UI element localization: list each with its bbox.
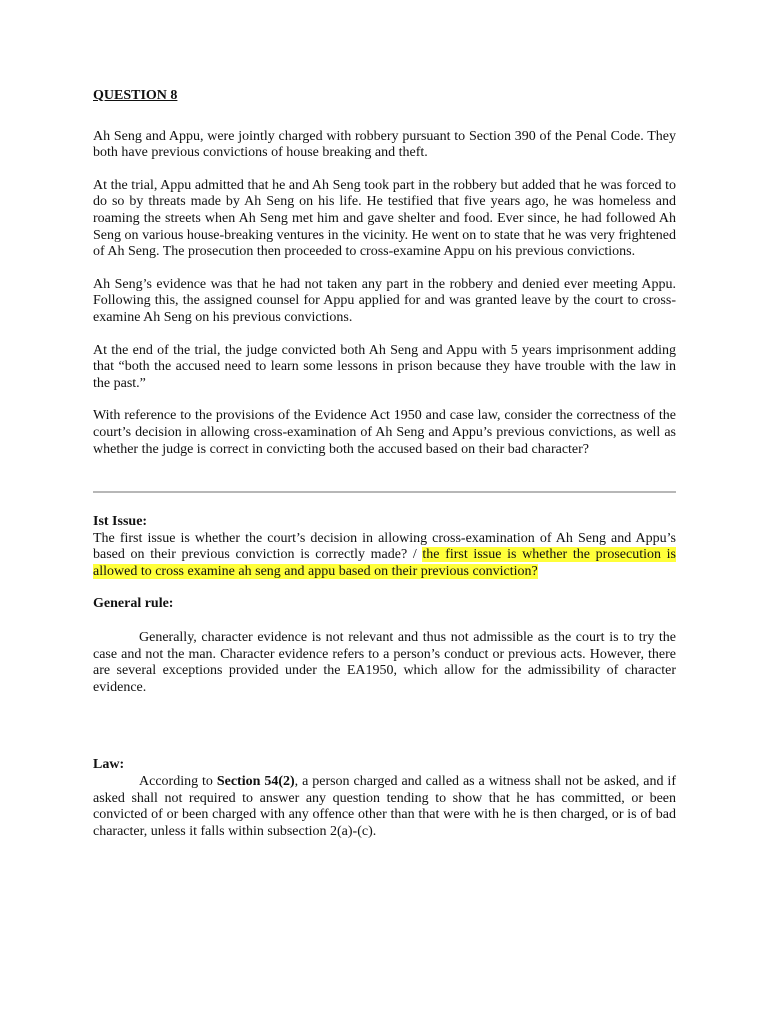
law-heading: Law:: [93, 757, 125, 773]
issue-text: The first issue is whether the court’s decision in allowing cross-examination of Ah Seng and Appu’s based on their previous conviction is correctly made? /: [93, 530, 676, 563]
issue-highlighted-text: the first issue is whether the prosecution is allowed to cross examine ah seng and appu based on their previous conviction?: [93, 547, 676, 579]
issue-heading: Ist Issue:: [93, 514, 148, 530]
question-paragraph-5: With reference to the provisions of the Evidence Act 1950 and case law, consider the correctness of the court’s decision in allowing cross-examination of Ah Seng and Appu’s previous convictions, as well as whether the judge is correct in convicting both the accused based on their bad character?: [93, 408, 676, 457]
law-paragraph: [93, 774, 676, 840]
document-page: [93, 84, 676, 840]
law-prefix: According to: [139, 774, 217, 790]
law-section-reference: Section 54(2): [216, 774, 295, 790]
question-paragraph-3: Ah Seng’s evidence was that he had not taken any part in the robbery and denied ever meeting Appu. Following this, the assigned counsel for Appu applied for and was granted leave by the court to cross-examine Ah Seng on his previous convictions.: [93, 276, 676, 325]
section-divider: [93, 491, 676, 493]
issue-paragraph: [93, 531, 676, 581]
question-paragraph-4: At the end of the trial, the judge convicted both Ah Seng and Appu with 5 years imprisonment adding that “both the accused need to learn some lessons in prison because they have trouble with the law in the past.”: [93, 342, 676, 391]
general-rule-heading: General rule:: [93, 596, 174, 612]
law-text: , a person charged and called as a witness shall not be asked, and if asked shall not required to answer any question tending to show that he has committed, or been convicted of or been charged with any offence other than that were with he is then charged, or is of bad character, unless it falls within subsection 2(a)-(c).: [93, 774, 676, 839]
question-title: QUESTION 8: [93, 88, 178, 103]
question-paragraph-2: At the trial, Appu admitted that he and Ah Seng took part in the robbery but added that he was forced to do so by threats made by Ah Seng on his life. He testified that five years ago, he was homeless and roaming the streets when Ah Seng met him and gave shelter and food. Ever since, he had followed Ah Seng on various house-breaking ventures in the vicinity. He went on to state that he was very frightened of Ah Seng. The prosecution then proceeded to cross-examine Appu on his previous convictions.: [93, 177, 676, 260]
question-paragraph-1: Ah Seng and Appu, were jointly charged with robbery pursuant to Section 390 of the Penal Code. They both have previous convictions of house breaking and theft.: [93, 128, 676, 161]
general-rule-paragraph: Generally, character evidence is not relevant and thus not admissible as the court is to try the case and not the man. Character evidence refers to a person’s conduct or previous acts. However, there are several exceptions provided under the EA1950, which allow for the admissibility of character evidence.: [93, 630, 676, 695]
